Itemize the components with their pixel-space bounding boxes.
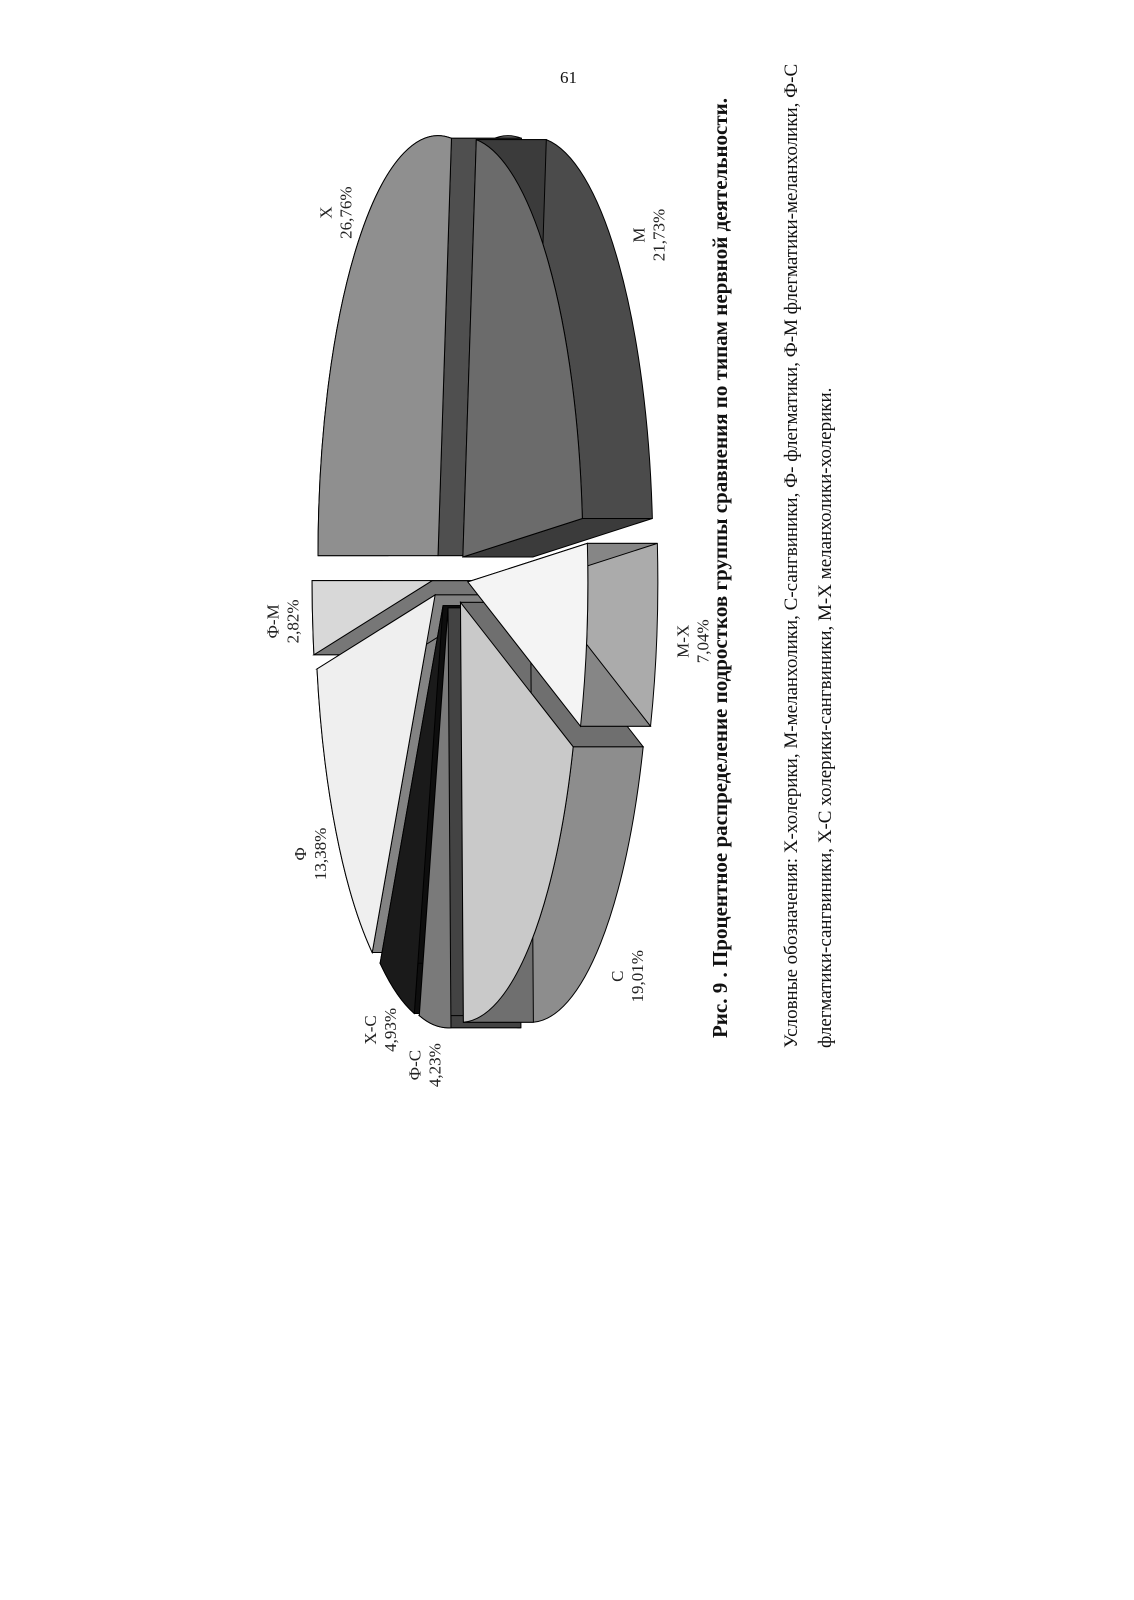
pie-chart xyxy=(235,0,713,1178)
slice-label: X xyxy=(316,206,336,219)
slice-label: С xyxy=(608,970,628,982)
slice-value-label: 2,82% xyxy=(283,599,303,644)
slice-label: М xyxy=(629,227,649,243)
slice-label: Ф-М xyxy=(263,604,283,639)
slice-value-label: 7,04% xyxy=(693,619,713,664)
slice-label: Ф xyxy=(290,847,310,861)
rotated-figure xyxy=(235,0,935,1178)
slice-label: Ф-С xyxy=(405,1049,425,1081)
figure-caption-title: Рис. 9 . Процентное распределение подростков группы сравнения по типам нервной деятельности. xyxy=(708,97,732,1039)
slice-value-label: 19,01% xyxy=(628,950,648,1003)
slice-value-label: 4,23% xyxy=(425,1043,445,1088)
slice-label: М-Х xyxy=(673,624,693,658)
slice-value-label: 4,93% xyxy=(381,1007,401,1052)
figure-legend: Условные обозначения: X-холерики, М-меланхолики, С-сангвиники, Ф- флегматики, Ф-М флегматики-меланхолики, Ф-С флегматики-сангвиники, Х-С холерики-сангвиники, М-Х меланхолики-холерики. xyxy=(781,63,836,1048)
slice-value-label: 13,38% xyxy=(310,827,330,881)
slice-value-label: 26,76% xyxy=(336,186,356,239)
slice-label: Х-С xyxy=(361,1015,381,1045)
slice-value-label: 21,73% xyxy=(649,208,669,262)
page-number: 61 xyxy=(560,68,577,87)
pie-slice-М xyxy=(463,140,652,557)
